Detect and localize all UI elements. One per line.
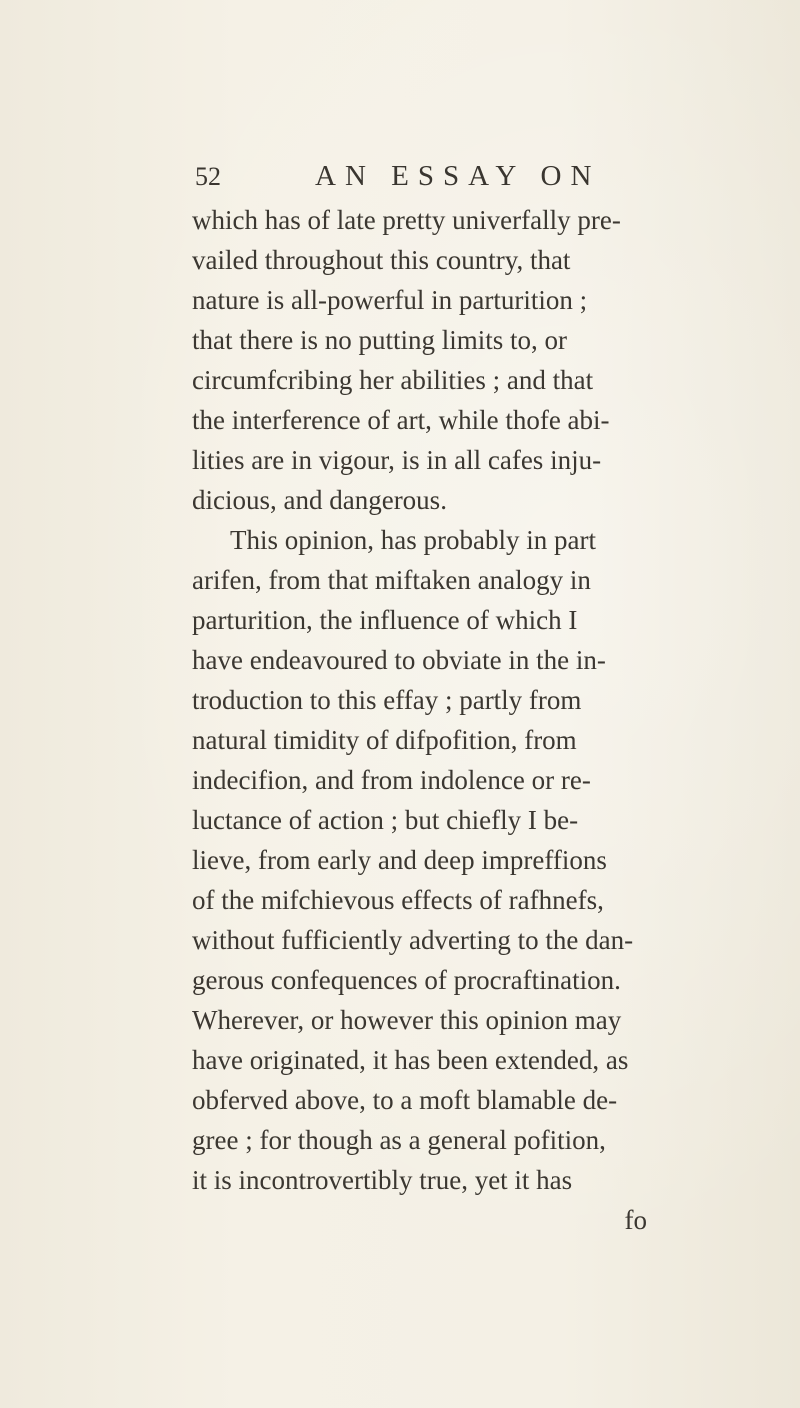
text-line: of the mifchievous effects of rafhnefs, [192,885,604,915]
text-line: obferved above, to a moft blamable de- [192,1085,618,1115]
text-line: circumfcribing her abilities ; and that [192,365,594,395]
body-text [192,200,647,1240]
text-line: luctance of action ; but chiefly I be- [192,805,579,835]
text-line: gerous confequences of procraftination. [192,965,621,995]
page-number: 52 [195,162,221,191]
text-line: it is incontrovertibly true, yet it has [192,1165,573,1195]
text-line: lities are in vigour, is in all cafes inju- [192,445,602,475]
text-line: troduction to this effay ; partly from [192,685,582,715]
text-line: without fufficiently adverting to the dan- [192,925,634,955]
running-title: AN ESSAY ON [315,160,601,192]
text-line: have endeavoured to obviate in the in- [192,645,606,675]
text-line: nature is all-powerful in parturition ; [192,285,588,315]
page-header [195,160,675,200]
text-line: lieve, from early and deep impreffions [192,845,607,875]
text-line: gree ; for though as a general pofition, [192,1125,606,1155]
text-line: indecifion, and from indolence or re- [192,765,591,795]
text-line: dicious, and dangerous. [192,485,447,515]
catchword: fo [624,1205,647,1235]
text-line: which has of late pretty univerfally pre- [192,205,621,235]
text-line: the interference of art, while thofe abi- [192,405,610,435]
text-line: Wherever, or however this opinion may [192,1005,622,1035]
text-line: that there is no putting limits to, or [192,325,567,355]
text-line: vailed throughout this country, that [192,245,571,275]
text-line: parturition, the influence of which I [192,605,578,635]
text-line: have originated, it has been extended, as [192,1045,629,1075]
text-line: This opinion, has probably in part [230,525,596,555]
text-line: natural timidity of difpofition, from [192,725,577,755]
text-line: arifen, from that miftaken analogy in [192,565,591,595]
